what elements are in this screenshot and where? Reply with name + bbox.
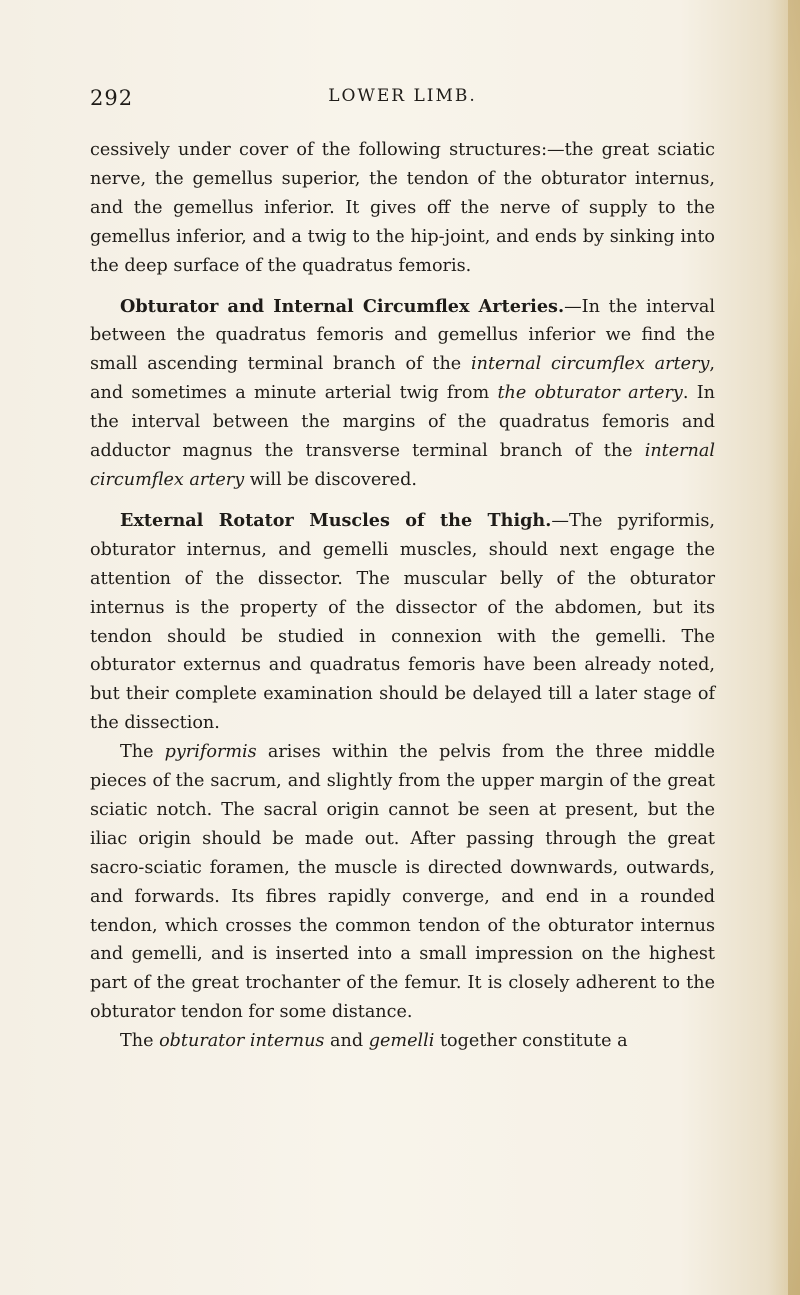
- body-text: [90, 136, 715, 1056]
- term-obturator-internus: obturator internus: [159, 1031, 325, 1052]
- page-edge: [788, 0, 800, 1295]
- term-obturator-artery: the obturator artery: [497, 383, 683, 404]
- running-head: LOWER LIMB.: [328, 86, 477, 106]
- paragraph-rotators: External Rotator Muscles of the Thigh.—The pyriformis, obturator internus, and gemelli muscles, should next engage the attention of the dissector. The muscular belly of the obturator internus is the property of the dissector of the abdomen, but its tendon should be studied in connexion with the gemelli. The obturator externus and quadratus femoris have been already noted, but their complete examination should be delayed till a later stage of the dissection.: [90, 509, 715, 734]
- term-gemelli: gemelli: [368, 1031, 435, 1052]
- section-heading-rotators: External Rotator Muscles of the Thigh.: [120, 509, 552, 531]
- term-pyriformis: pyriformis: [164, 742, 257, 763]
- page-header: [90, 86, 715, 116]
- page-number: 292: [90, 86, 134, 110]
- term-internal-circumflex-artery-2: internal circumflex artery: [90, 441, 715, 490]
- paragraph-pyriformis: The pyriformis arises within the pelvis from the three middle pieces of the sacrum, and slightly from the upper margin of the great sciatic notch. The sacral origin cannot be seen at present, but the iliac origin should be made out. After passing through the great sacro-sciatic foramen, the muscle is directed downwards, outwards, and forwards. Its fibres rapidly converge, and end in a rounded tendon, which crosses the common tendon of the obturator internus and gemelli, and is inserted into a small impression on the highest part of the great trochanter of the femur. It is closely adherent to the obturator tendon for some distance.: [90, 742, 715, 1023]
- paragraph-obturator-gemelli: The obturator internus and gemelli together constitute a: [120, 1031, 628, 1052]
- section-heading-arteries: Obturator and Internal Circumflex Arteries.: [120, 295, 565, 317]
- paragraph-continuation: cessively under cover of the following structures:—the great sciatic nerve, the gemellus superior, the tendon of the obturator internus, and the gemellus inferior. It gives off the nerve of supply to the gemellus inferior, and a twig to the hip-joint, and ends by sinking into the deep surface of the quadratus femoris.: [90, 140, 715, 276]
- paragraph-arteries: Obturator and Internal Circumflex Arteries.—In the interval between the quadratus femoris and gemellus inferior we find the small ascending terminal branch of the internal circumflex artery, and sometimes a minute arterial twig from the obturator artery. In the interval between the margins of the quadratus femoris and adductor magnus the transverse terminal branch of the internal circumflex artery will be discovered.: [90, 295, 716, 490]
- term-internal-circumflex-artery: internal circumflex artery: [470, 354, 710, 375]
